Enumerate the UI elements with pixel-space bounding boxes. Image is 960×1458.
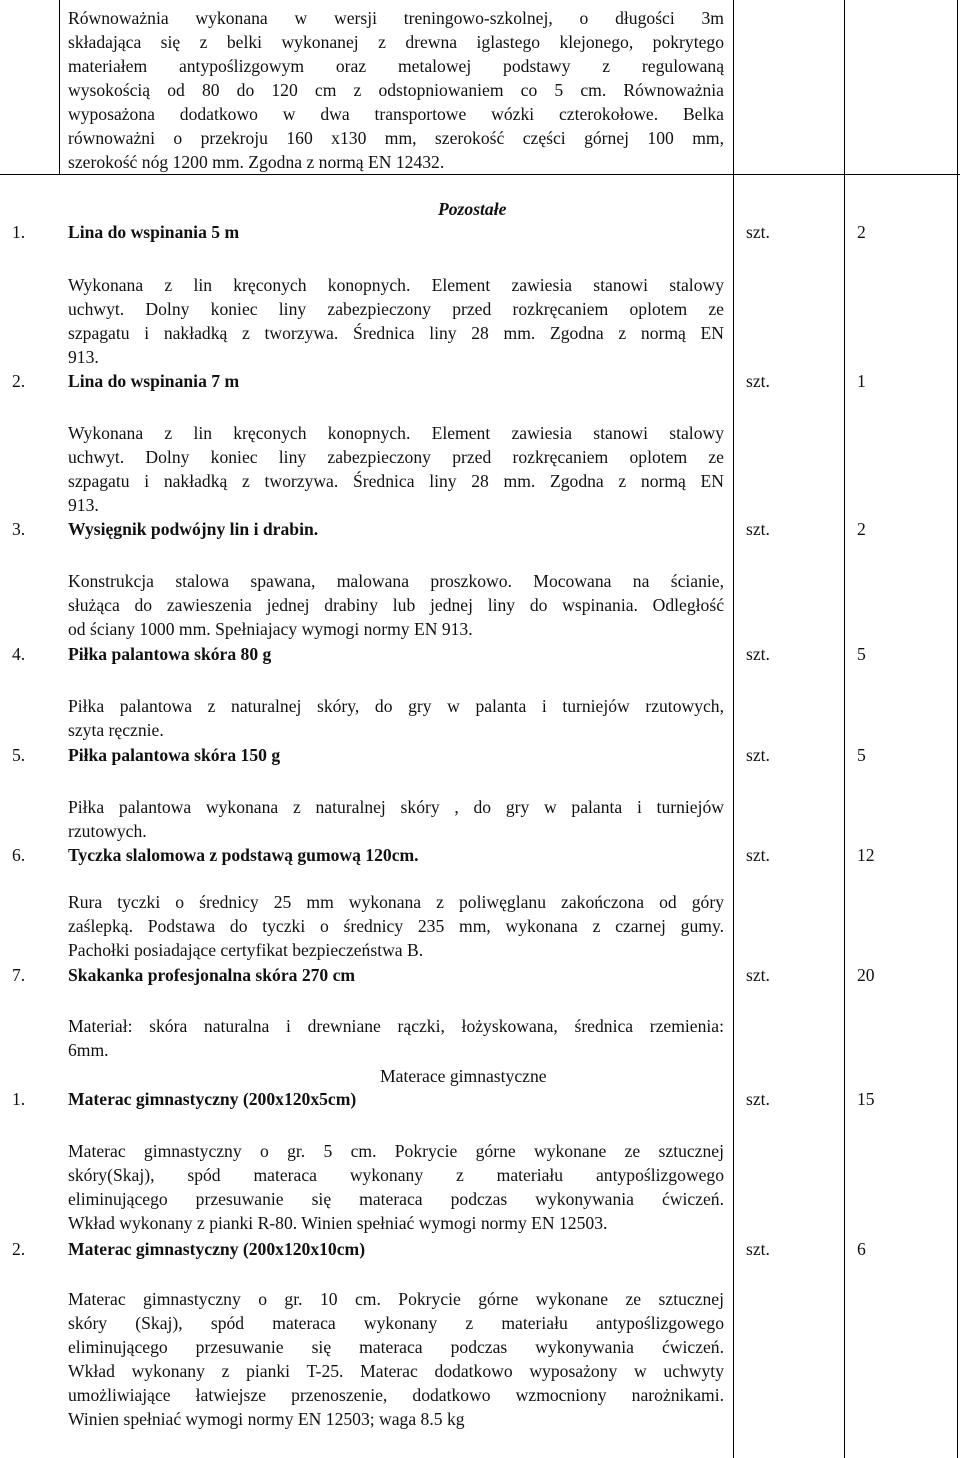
item-name: Wysięgnik podwójny lin i drabin.: [68, 519, 319, 539]
item-number: 2.: [12, 1239, 26, 1259]
item-description: Piłka palantowa wykonana z naturalnej skóry , do gry w palanta i turniejów rzutowych.: [68, 797, 724, 841]
item-quantity: 1: [857, 371, 866, 391]
item-quantity: 6: [857, 1239, 866, 1259]
row-divider: [0, 174, 960, 175]
item-number: 2.: [12, 371, 26, 391]
item-name: Skakanka profesjonalna skóra 270 cm: [68, 965, 356, 985]
item-number: 7.: [12, 965, 26, 985]
item-quantity: 5: [857, 745, 866, 765]
item-quantity: 5: [857, 644, 866, 664]
item-name: Lina do wspinania 5 m: [68, 222, 240, 242]
item-unit: szt.: [746, 845, 770, 865]
item-unit: szt.: [746, 371, 770, 391]
item-unit: szt.: [746, 745, 770, 765]
item-description: Wykonana z lin kręconych konopnych. Element zawiesia stanowi stalowy uchwyt. Dolny koniec liny zabezpieczony przed rozkręcaniem oplotem ze szpagatu i nakładką z tworzywa. Średnica liny 28 mm. Zgodna z normą EN 913.: [68, 275, 724, 367]
item-description: Konstrukcja stalowa spawana, malowana proszkowo. Mocowana na ścianie, służąca do zawieszenia jednej drabiny lub jednej liny do wspinania. Odległość od ściany 1000 mm. Spełniajacy wymogi normy EN 913.: [68, 571, 724, 639]
item-description: Materac gimnastyczny o gr. 5 cm. Pokrycie górne wykonane ze sztucznej skóry(Skaj), spód materaca wykonany z materiału antypoślizgowego eliminującego przesuwanie się materaca podczas wykonywania ćwiczeń. Wkład wykonany z pianki R-80. Winien spełniać wymogi normy EN 12503.: [68, 1141, 724, 1233]
item-unit: szt.: [746, 1239, 770, 1259]
intro-paragraph: Równoważnia wykonana w wersji treningowo-szkolnej, o długości 3m składająca się z belki wykonanej z drewna iglastego klejonego, pokrytego materiałem antypoślizgowym oraz metalowej podstawy z regulowaną wysokością od 80 do 120 cm z odstopniowaniem co 5 cm. Równoważnia wyposażona dodatkowo w dwa transportowe wózki czterokołowe. Belka równoważni o przekroju 160 x130 mm, szerokość części górnej 100 mm, szerokość nóg 1200 mm. Zgodna z normą EN 12432.: [68, 8, 724, 172]
item-unit: szt.: [746, 519, 770, 539]
col-divider-right: [957, 0, 958, 1458]
col-divider-desc: [733, 0, 734, 1458]
item-name: Lina do wspinania 7 m: [68, 371, 240, 391]
item-number: 6.: [12, 845, 26, 865]
item-description: Materiał: skóra naturalna i drewniane rączki, łożyskowana, średnica rzemienia: 6mm.: [68, 1016, 724, 1060]
item-name: Tyczka slalomowa z podstawą gumową 120cm.: [68, 845, 419, 865]
item-number: 1.: [12, 1089, 26, 1109]
item-quantity: 20: [857, 965, 875, 985]
item-unit: szt.: [746, 1089, 770, 1109]
col-divider-unit: [844, 0, 845, 1458]
section-heading-materace: Materace gimnastyczne: [380, 1066, 547, 1086]
item-number: 5.: [12, 745, 26, 765]
item-unit: szt.: [746, 222, 770, 242]
item-description: Materac gimnastyczny o gr. 10 cm. Pokrycie górne wykonane ze sztucznej skóry (Skaj), spód materaca wykonany z materiału antypoślizgowego eliminującego przesuwanie się materaca podczas wykonywania ćwiczeń. Wkład wykonany z pianki T-25. Materac dodatkowo wyposażony w uchwyty umożliwiające łatwiejsze przenoszenie, dodatkowo wzmocniony narożnikami. Winien spełniać wymogi normy EN 12503; waga 8.5 kg: [68, 1289, 724, 1429]
item-description: Piłka palantowa z naturalnej skóry, do gry w palanta i turniejów rzutowych, szyta ręcznie.: [68, 696, 724, 740]
item-number: 1.: [12, 222, 26, 242]
item-unit: szt.: [746, 644, 770, 664]
item-name: Piłka palantowa skóra 80 g: [68, 644, 272, 664]
item-name: Materac gimnastyczny (200x120x5cm): [68, 1089, 357, 1109]
item-number: 3.: [12, 519, 26, 539]
item-description: Wykonana z lin kręconych konopnych. Element zawiesia stanowi stalowy uchwyt. Dolny koniec liny zabezpieczony przed rozkręcaniem oplotem ze szpagatu i nakładką z tworzywa. Średnica liny 28 mm. Zgodna z normą EN 913.: [68, 423, 724, 515]
item-number: 4.: [12, 644, 26, 664]
col-divider-left: [59, 0, 60, 174]
item-quantity: 2: [857, 519, 866, 539]
item-quantity: 2: [857, 222, 866, 242]
item-description: Rura tyczki o średnicy 25 mm wykonana z poliwęglanu zakończona od góry zaślepką. Podstawa do tyczki o średnicy 235 mm, wykonana z czarnej gumy. Pachołki posiadające certyfikat bezpieczeństwa B.: [68, 892, 724, 960]
item-name: Materac gimnastyczny (200x120x10cm): [68, 1239, 366, 1259]
item-name: Piłka palantowa skóra 150 g: [68, 745, 281, 765]
item-unit: szt.: [746, 965, 770, 985]
item-quantity: 15: [857, 1089, 875, 1109]
section-heading-pozostale: Pozostałe: [438, 199, 507, 219]
item-quantity: 12: [857, 845, 875, 865]
